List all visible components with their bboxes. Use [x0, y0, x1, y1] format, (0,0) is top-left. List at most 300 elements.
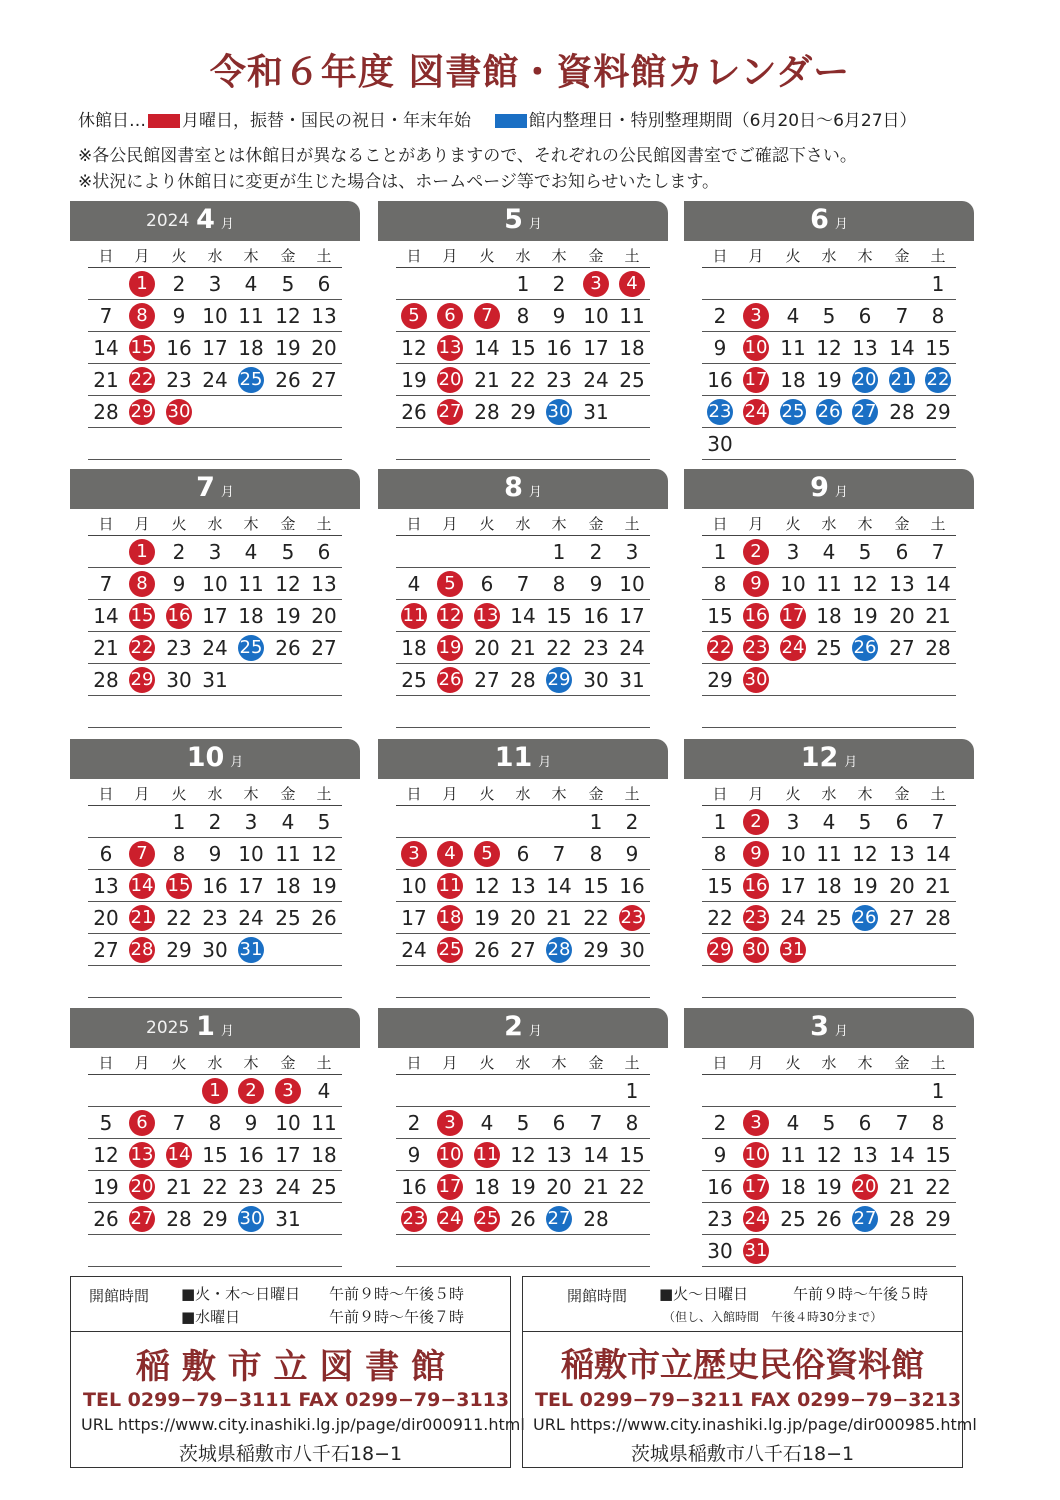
weekday-label: 木	[243, 515, 259, 533]
calendar-day: 10	[238, 842, 264, 866]
calendar-day: 7	[931, 810, 945, 834]
calendar-day: 27	[93, 938, 119, 962]
closed-day: 25	[437, 937, 463, 963]
weekday-label: 日	[98, 1054, 114, 1072]
month-number: 4	[196, 204, 215, 235]
calendar-day: 3	[208, 540, 222, 564]
weekday-label: 土	[624, 1054, 640, 1072]
weekday-label: 金	[894, 247, 910, 265]
calendar-day: 16	[707, 368, 733, 392]
maintenance-day: 31	[238, 937, 264, 963]
calendar-day: 5	[99, 1111, 113, 1135]
month-header	[70, 1008, 360, 1048]
calendar-day: 6	[858, 304, 872, 328]
calendar-day: 20	[546, 1175, 572, 1199]
calendar-day: 22	[707, 906, 733, 930]
maintenance-day: 27	[852, 399, 878, 425]
calendar-day: 15	[546, 604, 572, 628]
calendar-day: 11	[816, 572, 842, 596]
calendar-day: 14	[510, 604, 536, 628]
calendar-day: 9	[713, 1143, 727, 1167]
calendar-day: 30	[707, 1239, 733, 1263]
weekday-label: 土	[316, 785, 332, 803]
calendar-day: 24	[619, 636, 645, 660]
month-header	[684, 1008, 974, 1048]
museum-info-box	[522, 1276, 977, 1468]
closed-day: 16	[743, 873, 769, 899]
closed-day: 10	[437, 1142, 463, 1168]
weekday-label: 日	[98, 247, 114, 265]
closed-day: 29	[707, 937, 733, 963]
closed-day: 24	[780, 635, 806, 661]
calendar-day: 26	[474, 938, 500, 962]
maintenance-day: 29	[546, 667, 572, 693]
month-number: 12	[800, 742, 839, 773]
weekday-label: 火	[479, 515, 495, 533]
calendar-day: 11	[619, 304, 645, 328]
month-unit: 月	[528, 217, 542, 232]
month-unit: 月	[844, 755, 858, 770]
calendar-day: 5	[281, 272, 295, 296]
calendar-day: 13	[852, 336, 878, 360]
calendar-day: 12	[311, 842, 337, 866]
calendar-day: 2	[407, 1111, 421, 1135]
week-row	[396, 332, 650, 364]
week-row	[702, 1139, 956, 1171]
calendar-day: 4	[407, 572, 421, 596]
weekday-label: 月	[442, 515, 458, 533]
calendar-day: 27	[474, 668, 500, 692]
weekday-label: 月	[134, 1054, 150, 1072]
maintenance-day: 21	[889, 367, 915, 393]
weekday-label: 火	[479, 785, 495, 803]
calendar-day: 3	[244, 810, 258, 834]
weekday-row	[702, 1052, 956, 1075]
calendar-day: 18	[238, 336, 264, 360]
closed-day: 23	[743, 905, 769, 931]
calendar-day: 7	[172, 1111, 186, 1135]
calendar-day: 15	[707, 874, 733, 898]
calendar-day: 21	[474, 368, 500, 392]
weekday-label: 木	[551, 247, 567, 265]
weekday-label: 土	[316, 515, 332, 533]
weekday-label: 水	[821, 1054, 837, 1072]
calendar-day: 12	[852, 572, 878, 596]
calendar-day: 9	[625, 842, 639, 866]
week-row	[88, 870, 342, 902]
calendar-day: 24	[275, 1175, 301, 1199]
week-row	[396, 838, 650, 870]
calendar-day: 17	[401, 906, 427, 930]
note-line: ※各公民館図書室とは休館日が異なることがありますので、それぞれの公民館図書室でご確認下さい。	[78, 146, 857, 166]
calendar-day: 14	[93, 336, 119, 360]
calendar-day: 16	[619, 874, 645, 898]
calendar-day: 11	[816, 842, 842, 866]
weekday-label: 水	[821, 515, 837, 533]
closed-day: 1	[129, 271, 155, 297]
calendar-day: 14	[889, 1143, 915, 1167]
week-row	[396, 1075, 650, 1107]
calendar-day: 1	[552, 540, 566, 564]
closed-day: 24	[743, 1206, 769, 1232]
calendar-day: 14	[474, 336, 500, 360]
weekday-label: 木	[551, 785, 567, 803]
week-row	[396, 1203, 650, 1235]
calendar-day: 18	[474, 1175, 500, 1199]
hours-label: 開館時間	[89, 1287, 150, 1305]
weekday-row	[88, 513, 342, 536]
month-calendar	[378, 1008, 668, 1270]
closed-day: 30	[743, 667, 769, 693]
weekday-label: 木	[857, 1054, 873, 1072]
calendar-day: 9	[407, 1143, 421, 1167]
calendar-day: 27	[510, 938, 536, 962]
month-header	[378, 1008, 668, 1048]
library-url[interactable]: URL https://www.city.inashiki.lg.jp/page/dir000911.html	[81, 1415, 525, 1434]
calendar-day: 21	[93, 636, 119, 660]
closed-day: 20	[129, 1174, 155, 1200]
month-calendar	[684, 469, 974, 731]
calendar-day: 7	[99, 572, 113, 596]
week-row	[88, 428, 342, 460]
calendar-day: 19	[510, 1175, 536, 1199]
week-row	[396, 902, 650, 934]
calendar-day: 4	[822, 810, 836, 834]
calendar-day: 9	[244, 1111, 258, 1135]
month-calendar	[378, 469, 668, 731]
week-row	[396, 966, 650, 998]
weekday-label: 火	[785, 247, 801, 265]
month-unit: 月	[220, 1024, 234, 1039]
calendar-day: 4	[786, 304, 800, 328]
calendar-day: 6	[99, 842, 113, 866]
hours-time: 午前９時〜午後５時	[793, 1285, 929, 1303]
week-row	[702, 1235, 956, 1267]
calendar-day: 19	[311, 874, 337, 898]
closed-day: 22	[129, 367, 155, 393]
calendar-day: 21	[889, 1175, 915, 1199]
weekday-label: 金	[280, 247, 296, 265]
calendar-day: 6	[895, 810, 909, 834]
calendar-day: 23	[166, 636, 192, 660]
week-row	[702, 966, 956, 998]
calendar-day: 15	[619, 1143, 645, 1167]
weekday-label: 金	[588, 515, 604, 533]
calendar-day: 3	[625, 540, 639, 564]
weekday-label: 火	[171, 785, 187, 803]
calendar-day: 16	[707, 1175, 733, 1199]
month-number: 6	[810, 204, 829, 235]
closed-day: 7	[474, 303, 500, 329]
weekday-label: 月	[442, 247, 458, 265]
closed-day: 27	[129, 1206, 155, 1232]
maintenance-day: 25	[238, 635, 264, 661]
week-row	[702, 664, 956, 696]
calendar-day: 22	[546, 636, 572, 660]
weekday-label: 金	[280, 1054, 296, 1072]
month-unit: 月	[220, 485, 234, 500]
week-row	[702, 870, 956, 902]
calendar-day: 25	[275, 906, 301, 930]
calendar-day: 18	[401, 636, 427, 660]
calendar-day: 24	[780, 906, 806, 930]
calendar-day: 21	[93, 368, 119, 392]
weekday-label: 日	[712, 785, 728, 803]
calendar-day: 6	[317, 272, 331, 296]
calendar-day: 4	[281, 810, 295, 834]
weekday-label: 月	[134, 247, 150, 265]
calendar-day: 18	[311, 1143, 337, 1167]
calendar-day: 1	[931, 1079, 945, 1103]
calendar-day: 26	[93, 1207, 119, 1231]
calendar-day: 19	[816, 368, 842, 392]
weekday-label: 火	[785, 1054, 801, 1072]
calendar-day: 5	[858, 540, 872, 564]
calendar-day: 22	[166, 906, 192, 930]
closed-day: 8	[129, 571, 155, 597]
calendar-day: 17	[619, 604, 645, 628]
week-row	[396, 396, 650, 428]
week-row	[396, 1107, 650, 1139]
week-row	[702, 428, 956, 460]
calendar-day: 1	[713, 810, 727, 834]
weekday-label: 水	[821, 785, 837, 803]
calendar-day: 28	[583, 1207, 609, 1231]
calendar-day: 30	[707, 432, 733, 456]
calendar-day: 29	[925, 400, 951, 424]
weekday-label: 月	[442, 1054, 458, 1072]
closed-day: 10	[743, 1142, 769, 1168]
weekday-label: 日	[712, 515, 728, 533]
maintenance-day: 26	[816, 399, 842, 425]
calendar-day: 23	[583, 636, 609, 660]
weekday-label: 月	[748, 1054, 764, 1072]
weekday-label: 金	[894, 1054, 910, 1072]
weekday-label: 木	[551, 1054, 567, 1072]
month-unit: 月	[834, 1024, 848, 1039]
calendar-day: 2	[552, 272, 566, 296]
weekday-label: 火	[171, 1054, 187, 1072]
weekday-row	[702, 245, 956, 268]
calendar-day: 4	[822, 540, 836, 564]
week-row	[396, 1139, 650, 1171]
museum-url[interactable]: URL https://www.city.inashiki.lg.jp/page/dir000985.html	[533, 1415, 977, 1434]
weekday-label: 火	[171, 515, 187, 533]
weekday-label: 日	[98, 785, 114, 803]
calendar-day: 19	[474, 906, 500, 930]
weekday-label: 水	[515, 247, 531, 265]
calendar-day: 8	[172, 842, 186, 866]
closed-day: 17	[743, 367, 769, 393]
calendar-day: 28	[925, 906, 951, 930]
week-row	[702, 1171, 956, 1203]
calendar-day: 28	[474, 400, 500, 424]
closed-day: 29	[129, 667, 155, 693]
weekday-label: 水	[207, 247, 223, 265]
week-row	[88, 966, 342, 998]
weekday-label: 土	[930, 1054, 946, 1072]
calendar-day: 14	[925, 572, 951, 596]
closed-day: 13	[437, 335, 463, 361]
calendar-day: 4	[786, 1111, 800, 1135]
calendar-day: 14	[583, 1143, 609, 1167]
week-row	[88, 568, 342, 600]
calendar-day: 6	[516, 842, 530, 866]
weekday-label: 木	[243, 785, 259, 803]
month-number: 9	[810, 472, 829, 503]
calendar-day: 21	[925, 874, 951, 898]
calendar-day: 20	[311, 336, 337, 360]
calendar-day: 2	[713, 1111, 727, 1135]
calendar-day: 16	[546, 336, 572, 360]
calendar-day: 23	[202, 906, 228, 930]
calendar-day: 31	[202, 668, 228, 692]
week-row	[702, 268, 956, 300]
weekday-row	[88, 783, 342, 806]
calendar-day: 3	[786, 810, 800, 834]
calendar-day: 29	[707, 668, 733, 692]
maintenance-day: 27	[546, 1206, 572, 1232]
museum-address: 茨城県稲敷市八千石18−1	[630, 1443, 855, 1465]
closed-day: 27	[437, 399, 463, 425]
month-unit: 月	[538, 755, 552, 770]
weekday-label: 土	[930, 515, 946, 533]
week-row	[702, 536, 956, 568]
calendar-day: 22	[925, 1175, 951, 1199]
month-number: 2	[504, 1011, 523, 1042]
week-row	[702, 568, 956, 600]
calendar-day: 14	[925, 842, 951, 866]
closed-day: 15	[129, 335, 155, 361]
legend-prefix: 休館日…	[78, 111, 146, 131]
weekday-label: 水	[515, 515, 531, 533]
calendar-day: 1	[625, 1079, 639, 1103]
week-row	[396, 300, 650, 332]
closed-day: 25	[474, 1206, 500, 1232]
calendar-day: 6	[317, 540, 331, 564]
calendar-day: 26	[275, 368, 301, 392]
closed-day: 6	[437, 303, 463, 329]
calendar-day: 18	[275, 874, 301, 898]
calendar-day: 9	[208, 842, 222, 866]
month-header	[684, 201, 974, 241]
week-row	[88, 536, 342, 568]
calendar-day: 16	[238, 1143, 264, 1167]
week-row	[88, 806, 342, 838]
calendar-day: 6	[480, 572, 494, 596]
calendar-day: 10	[780, 572, 806, 596]
calendar-day: 20	[889, 874, 915, 898]
weekday-label: 火	[479, 247, 495, 265]
calendar-day: 27	[311, 368, 337, 392]
calendar-day: 17	[202, 336, 228, 360]
week-row	[88, 664, 342, 696]
calendar-day: 7	[516, 572, 530, 596]
closed-day: 4	[619, 271, 645, 297]
weekday-row	[88, 1052, 342, 1075]
calendar-day: 10	[275, 1111, 301, 1135]
calendar-day: 31	[619, 668, 645, 692]
weekday-label: 月	[134, 515, 150, 533]
closed-day: 3	[743, 303, 769, 329]
hours-days: ■火〜日曜日	[659, 1285, 749, 1303]
calendar-day: 12	[816, 336, 842, 360]
weekday-row	[396, 1052, 650, 1075]
calendar-day: 20	[474, 636, 500, 660]
month-header	[378, 469, 668, 509]
week-row	[702, 364, 956, 396]
month-calendar	[378, 201, 668, 463]
closed-day: 17	[743, 1174, 769, 1200]
closed-day: 11	[401, 603, 427, 629]
calendar-day: 31	[583, 400, 609, 424]
calendar-day: 4	[244, 272, 258, 296]
weekday-label: 金	[280, 515, 296, 533]
week-row	[396, 664, 650, 696]
maintenance-day: 26	[852, 635, 878, 661]
calendar-day: 24	[583, 368, 609, 392]
week-row	[702, 1075, 956, 1107]
calendar-day: 10	[401, 874, 427, 898]
calendar-day: 22	[619, 1175, 645, 1199]
week-row	[88, 632, 342, 664]
closed-day: 12	[437, 603, 463, 629]
calendar-day: 8	[931, 1111, 945, 1135]
calendar-day: 30	[166, 668, 192, 692]
closed-day: 3	[401, 841, 427, 867]
weekday-label: 月	[748, 515, 764, 533]
calendar-day: 13	[311, 572, 337, 596]
calendar-day: 5	[858, 810, 872, 834]
calendar-day: 26	[311, 906, 337, 930]
calendar-day: 20	[311, 604, 337, 628]
closed-day: 7	[129, 841, 155, 867]
calendar-day: 28	[166, 1207, 192, 1231]
calendar-day: 5	[516, 1111, 530, 1135]
closed-day: 1	[129, 539, 155, 565]
calendar-day: 4	[317, 1079, 331, 1103]
calendar-day: 1	[589, 810, 603, 834]
calendar-day: 29	[202, 1207, 228, 1231]
month-unit: 月	[528, 485, 542, 500]
calendar-day: 11	[275, 842, 301, 866]
weekday-row	[396, 245, 650, 268]
week-row	[88, 600, 342, 632]
weekday-label: 土	[624, 515, 640, 533]
closed-day: 31	[743, 1238, 769, 1264]
closed-day: 20	[852, 1174, 878, 1200]
closed-day: 21	[129, 905, 155, 931]
weekday-label: 木	[243, 1054, 259, 1072]
calendar-day: 26	[510, 1207, 536, 1231]
weekday-label: 土	[624, 247, 640, 265]
calendar-day: 16	[202, 874, 228, 898]
weekday-row	[396, 783, 650, 806]
calendar-day: 22	[583, 906, 609, 930]
calendar-day: 1	[516, 272, 530, 296]
calendar-day: 26	[275, 636, 301, 660]
week-row	[396, 934, 650, 966]
week-row	[702, 696, 956, 728]
calendar-day: 23	[546, 368, 572, 392]
calendar-day: 12	[510, 1143, 536, 1167]
calendar-day: 7	[895, 304, 909, 328]
calendar-day: 23	[238, 1175, 264, 1199]
weekday-label: 火	[479, 1054, 495, 1072]
week-row	[88, 696, 342, 728]
calendar-day: 25	[619, 368, 645, 392]
maintenance-day: 25	[780, 399, 806, 425]
